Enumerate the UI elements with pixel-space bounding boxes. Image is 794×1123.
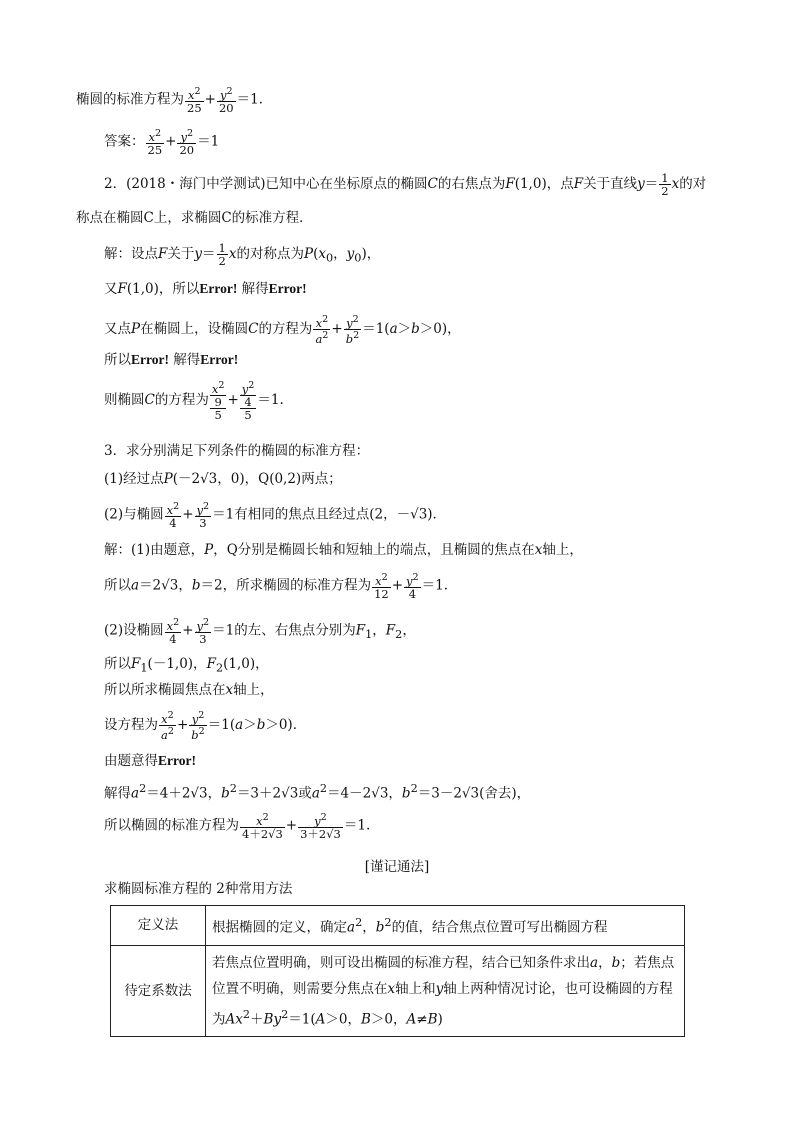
method-description: 根据椭圆的定义，确定$a^2$，$b^2$的值，结合焦点位置可写出椭圆方程 — [206, 906, 685, 946]
solution-3-line-9: 所以椭圆的标准方程为 $\frac{x^2}{4+2√3}$ + $\frac{y^2}{3+2√3}$ ＝1. — [104, 812, 371, 841]
solution-3-line-3: (2)设椭圆 $\frac{x^2}{4}$ + $\frac{y^2}{3}$ ＝1的左、右焦点分别为$F_1$，$F_2$， — [104, 617, 416, 646]
table-row — [111, 945, 685, 1037]
solution-3-line-7: 由题意得Error! — [104, 753, 196, 769]
answer-line: 答案： $\frac{x^2}{25}$ + $\frac{y^2}{20}$ ＝1 — [104, 128, 220, 157]
solution-2-line-2: 又F(1,0)，所以Error! 解得Error! — [104, 281, 307, 297]
problem-3-cond-2: (2)与椭圆 $\frac{x^2}{4}$ + $\frac{y^2}{3}$ ＝1有相同的焦点且经过点(2，－√3)． — [104, 501, 447, 530]
solution-3-line-4: 所以$F_1(-1,0)$，$F_2(1,0)$， — [104, 656, 269, 675]
solution-2-line-3: 又点P在椭圆上，设椭圆C的方程为 $\frac{x^2}{a^2}$ + $\frac{y^2}{b^2}$ ＝1(a＞b＞0)， — [104, 314, 461, 346]
solution-2-line-1: 解：设点F关于y＝ $\frac{1}{2}$ x的对称点为$P(x_0$，$y_0$)， — [104, 241, 381, 268]
method-name: 待定系数法 — [111, 945, 206, 1037]
method-description: 若焦点位置明确，则可设出椭圆的标准方程，结合已知条件求出a，b；若焦点位置不明确，则需要分焦点在x轴上和y轴上两种情况讨论，也可设椭圆的方程为$Ax^2+By^2=1(A>0$，B＞0，A≠B) — [206, 945, 685, 1037]
section-intro: 求椭圆标准方程的 2种常用方法 — [104, 881, 293, 897]
problem-2-line-2: 称点在椭圆C上，求椭圆C的标准方程． — [76, 210, 313, 226]
solution-3-line-5: 所以所求椭圆焦点在x轴上， — [104, 682, 274, 698]
solution-3-line-1: 解：(1)由题意，P，Q分别是椭圆长轴和短轴上的端点，且椭圆的焦点在x轴上， — [104, 542, 583, 558]
problem-3-cond-1: (1)经过点P(－2√3，0)，Q(0,2)两点； — [104, 471, 342, 487]
problem-3-line-1: 3．求分别满足下列条件的椭圆的标准方程： — [104, 443, 370, 459]
methods-table — [110, 905, 685, 1037]
solution-3-line-8: 解得$a^2=4+2√3$，$b^2=3+2√3$或$a^2=4-2√3$，$b^2=3-2√3$(舍去)， — [104, 782, 531, 802]
solution-2-line-4: 所以Error! 解得Error! — [104, 352, 239, 368]
method-name: 定义法 — [111, 906, 206, 946]
table-row — [111, 906, 685, 946]
solution-2-line-5: 则椭圆C的方程为 $x^2$ 9 5 + $y^2$ 4 5 ＝1. — [104, 380, 284, 422]
section-title: [谨记通法] — [364, 859, 430, 875]
text-line-1: 椭圆的标准方程为 $\frac{x^2}{25}$ + $\frac{y^2}{20}$ ＝1. — [76, 86, 263, 115]
solution-3-line-2: 所以a＝2√3，b＝2，所求椭圆的标准方程为 $\frac{x^2}{12}$ + $\frac{y^2}{4}$ ＝1. — [104, 572, 449, 601]
problem-2-line-1: 2．(2018・海门中学测试)已知中心在坐标原点的椭圆C的右焦点为F(1,0)，点F关于直线y＝ $\frac{1}{2}$ x的对 — [104, 171, 707, 198]
solution-3-line-6: 设方程为 $\frac{x^2}{a^2}$ + $\frac{y^2}{b^2}$ ＝1(a＞b＞0)． — [104, 710, 307, 742]
